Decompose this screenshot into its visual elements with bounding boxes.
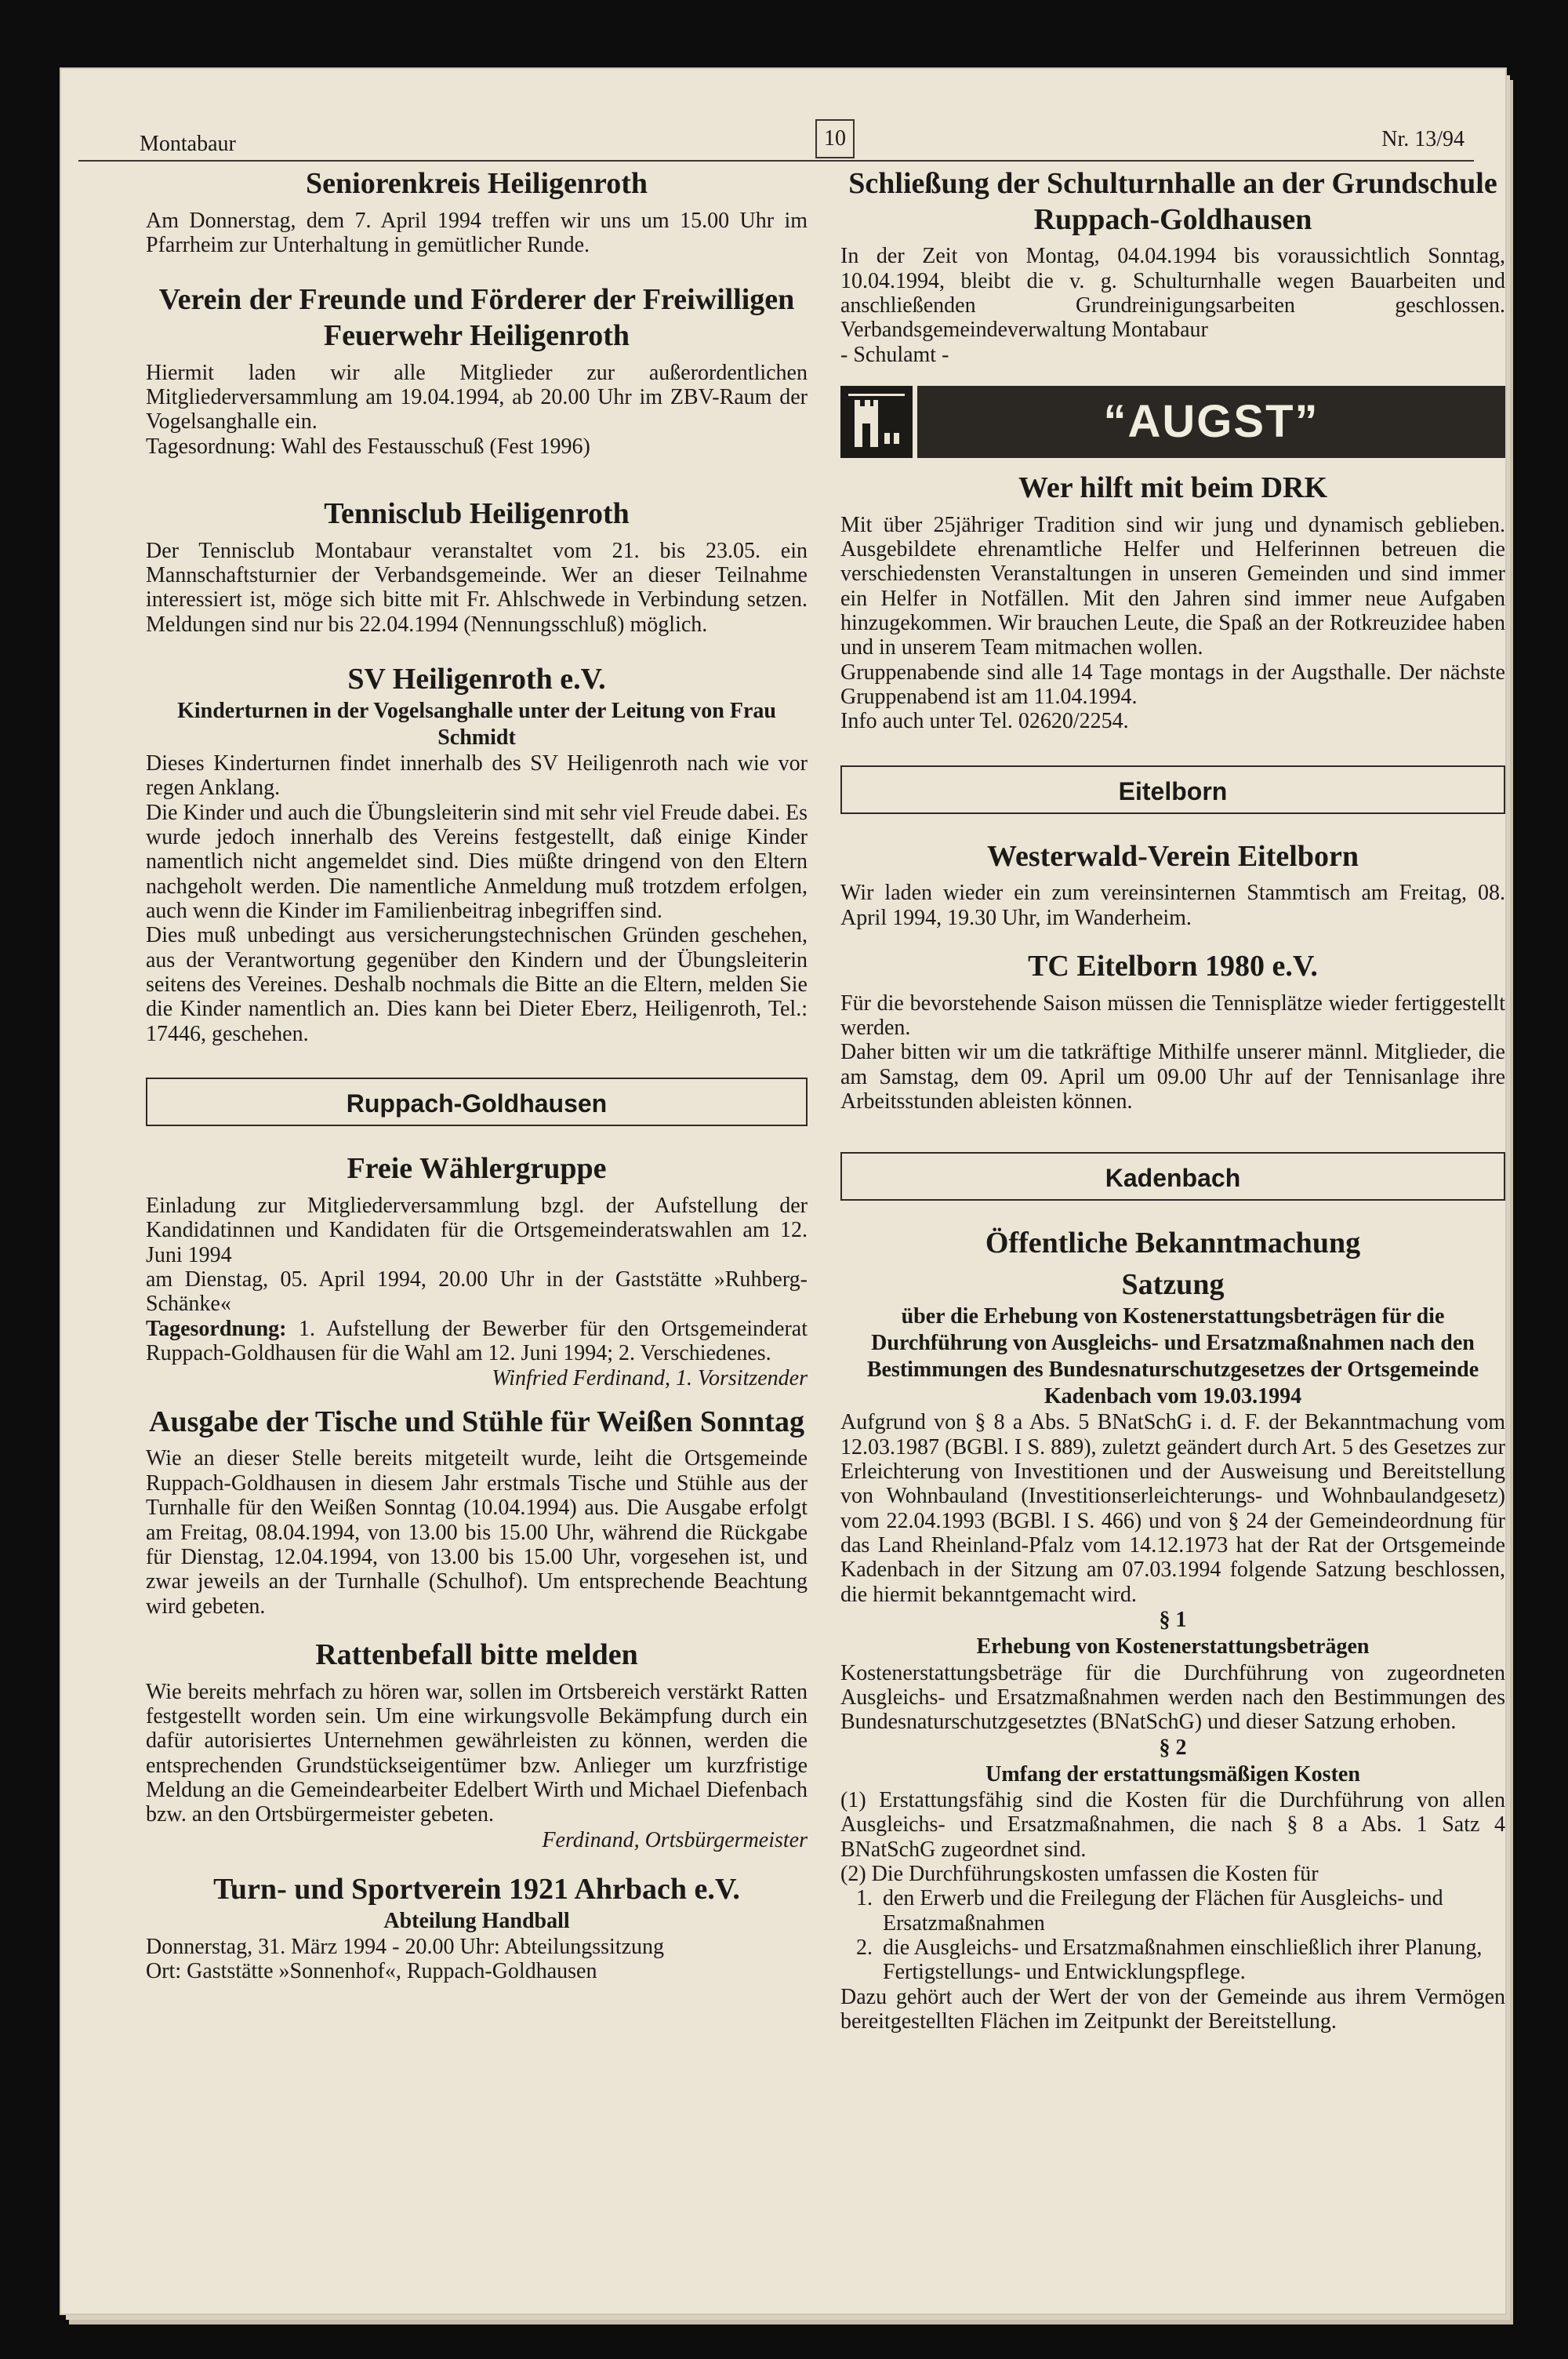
section-text: Für die bevorstehende Saison müssen die Tennisplätze wieder fertiggestellt werden. [840,990,1505,1041]
section-text: (1) Erstattungsfähig sind die Kosten für die Durchführung von allen Ausgleichs- und Ersatzmaßnahmen, die nach § 8 a Abs. 1 Satz 4 BNatSchG zugeordnet sind. [840,1787,1505,1862]
list-item: 1. den Erwerb und die Freilegung der Flächen für Ausgleichs- und Ersatzmaßnahmen [878,1886,1505,1936]
section-subtitle: Kinderturnen in der Vogelsanghalle unter der Leitung von Frau Schmidt [177,698,776,750]
paragraph-number: § 2 [1159,1735,1187,1760]
section-title: Seniorenkreis Heiligenroth [306,167,648,200]
section-title: Öffentliche Bekanntmachung [985,1226,1361,1259]
section-text: Wir laden wieder ein zum vereinsinternen Stammtisch am Freitag, 08. April 1994, 19.30 Uhr, im Wanderheim. [840,881,1505,930]
section-text: Der Tennisclub Montabaur veranstaltet vom 21. bis 23.05. ein Mannschaftsturnier der Verbandsgemeinde. Wer an dieser Teilnahme interessiert ist, möge sich bitte mit Fr. Ahlschwede in Verbindung setzen. Meldungen sind nur bis 22.04.1994 (Nennungsschluß) möglich. [146,538,808,637]
section-text: Kostenerstattungsbeträge für die Durchführung von zugeordneten Ausgleichs- und Ersatzmaßnahmen werden nach den Bestimmungen des Bundesnaturschutzgesetztes (BNatSchG) und dieser Satzung erhoben. [840,1660,1505,1735]
header-location: Montabaur [140,132,236,156]
region-header-eitelborn: Eitelborn [840,765,1505,814]
augst-title: “AUGST” [917,386,1505,458]
augst-banner [840,386,1505,458]
section-text: Dies muß unbedingt aus versicherungstechnischen Gründen geschehen, aus der Verantwortung gegenüber den Kindern und der Übungsleiterin seitens des Vereines. Deshalb nochmals die Bitte an die Eltern, melden Sie die Kinder namentlich an. Dies kann bei Dieter Eberz, Heiligenroth, Tel.: 17446, geschehen. [146,923,808,1046]
section-title: TC Eitelborn 1980 e.V. [1028,950,1318,983]
agenda-label: Tagesordnung: [146,1316,287,1341]
castle-logo-icon [840,386,913,458]
agenda-text: 1. Aufstellung der Bewerber für den Ortsgemeinderat Ruppach-Goldhausen für die Wahl am 12. Juni 1994; 2. Verschiedenes. [146,1316,808,1365]
section-text: Mit über 25jähriger Tradition sind wir jung und dynamisch geblieben. Ausgebildete ehrenamtliche Helfer und Helferinnen betreuen die verschiedensten Veranstaltungen in unseren Gemeinden und sind immer ein Helfer in Notfällen. Mit den Jahren sind immer neue Aufgaben hinzugekommen. Wir brauchen Leute, die Spaß an der Rotkreuzidee haben und in unserem Team mitmachen wollen. [840,512,1505,660]
section-text: Hiermit laden wir alle Mitglieder zur außerordentlichen Mitgliederversammlung am 19.04.1994, ab 20.00 Uhr im ZBV-Raum der Vogelsanghalle ein. [146,360,808,434]
section-title: Westerwald-Verein Eitelborn [987,839,1359,873]
section-title: Tennisclub Heiligenroth [324,496,630,530]
page-number: 10 [815,119,855,158]
section-text: Dieses Kinderturnen findet innerhalb des SV Heiligenroth nach wie vor regen Anklang. [146,751,808,801]
signature: Winfried Ferdinand, 1. Vorsitzender [492,1366,808,1391]
list-item: 2. die Ausgleichs- und Ersatzmaßnahmen einschließlich ihrer Planung, Fertigstellungs- und Entwicklungspflege. [878,1936,1505,1985]
section-text: am Dienstag, 05. April 1994, 20.00 Uhr in der Gaststätte »Ruhberg-Schänke« [146,1267,808,1317]
section-title: Ausgabe der Tische und Stühle für Weißen Sonntag [149,1405,804,1438]
issue-number: Nr. 13/94 [1381,127,1465,151]
section-title: Satzung [1121,1268,1225,1302]
section-title: Freie Wählergruppe [347,1152,607,1186]
section-title: Verein der Freunde und Förderer der Freiwilligen Feuerwehr Heiligenroth [158,283,795,352]
region-header-kadenbach: Kadenbach [840,1152,1505,1201]
section-text: Einladung zur Mitgliederversammlung bzgl. der Aufstellung der Kandidatinnen und Kandidaten für die Ortsgemeinderatswahlen am 12. Juni 1994 [146,1193,808,1267]
section-title: Wer hilft mit beim DRK [1018,471,1328,504]
section-text: Am Donnerstag, dem 7. April 1994 treffen wir uns um 15.00 Uhr im Pfarrheim zur Unterhaltung in gemütlicher Runde. [146,208,808,257]
section-text: Ort: Gaststätte »Sonnenhof«, Ruppach-Goldhausen [146,1959,597,1984]
section-text: (2) Die Durchführungskosten umfassen die Kosten für [840,1861,1319,1886]
section-text: Gruppenabende sind alle 14 Tage montags in der Augsthalle. Der nächste Gruppenabend ist am 11.04.1994. [840,660,1505,710]
signature: Ferdinand, Ortsbürgermeister [542,1827,808,1852]
section-text: In der Zeit von Montag, 04.04.1994 bis voraussichtlich Sonntag, 10.04.1994, bleibt die v. g. Schulturnhalle wegen Bauarbeiten und anschließenden Grundreinigungsarbeiten geschlossen. Verbandsgemeindeverwaltung Montabaur [840,244,1505,343]
section-text: Dazu gehört auch der Wert der von der Gemeinde aus ihrem Vermögen bereitgestellten Flächen im Zeitpunkt der Bereitstellung. [840,1984,1505,2034]
cost-list [840,1886,1505,1984]
section-title: Turn- und Sportverein 1921 Ahrbach e.V. [213,1873,740,1906]
left-column [146,166,808,1984]
paragraph-title: Umfang der erstattungsmäßigen Kosten [985,1761,1360,1787]
page-header [78,119,1474,162]
section-subtitle: Abteilung Handball [383,1908,570,1933]
section-text: Wie bereits mehrfach zu hören war, sollen im Ortsbereich verstärkt Ratten festgestellt worden sein. Um eine wirkungsvolle Bekämpfung durch ein dafür autorisiertes Unternehmen gewährleisten zu können, werden die entsprechenden Grundstückseigentümer bzw. Anlieger um kurzfristige Meldung an die Gemeindearbeiter Edelbert Wirth und Michael Diefenbach bzw. an den Ortsbürgermeister gebeten. [146,1679,808,1827]
section-text: Info auch unter Tel. 02620/2254. [840,709,1129,734]
region-header-ruppach: Ruppach-Goldhausen [146,1078,808,1126]
section-text: - Schulamt - [840,342,949,367]
section-text: Wie an dieser Stelle bereits mitgeteilt wurde, leiht die Ortsgemeinde Ruppach-Goldhausen in diesem Jahr erstmals Tische und Stühle aus der Turnhalle für den Weißen Sonntag (10.04.1994) aus. Die Ausgabe erfolgt am Freitag, 08.04.1994, von 13.00 bis 15.00 Uhr, während die Rückgabe für Dienstag, 12.04.1994, von 13.00 bis 15.00 Uhr, vorgesehen ist, und zwar jeweils an der Turnhalle (Schulhof). Um entsprechende Beachtung wird gebeten. [146,1446,808,1619]
section-title: SV Heiligenroth e.V. [347,662,606,696]
section-title: Rattenbefall bitte melden [315,1638,638,1671]
section-subtitle: über die Erhebung von Kostenerstattungsbeträgen für die Durchführung von Ausgleichs- und Ersatzmaßnahmen nach den Bestimmungen des Bundesnaturschutzgesetzes der Ortsgemeinde Kadenbach vom 19.03.1994 [866,1303,1479,1409]
paragraph-title: Erhebung von Kostenerstattungsbeträgen [976,1634,1370,1659]
section-agenda [146,1317,808,1366]
paragraph-number: § 1 [1159,1608,1187,1633]
section-text: Daher bitten wir um die tatkräftige Mithilfe unserer männl. Mitglieder, die am Samstag, dem 09. April um 09.00 Uhr auf der Tennisanlage ihre Arbeitsstunden ableisten können. [840,1040,1505,1114]
section-text: Aufgrund von § 8 a Abs. 5 BNatSchG i. d. F. der Bekanntmachung vom 12.03.1987 (BGBl. I S. 889), zuletzt geändert durch Art. 5 des Gesetzes zur Erleichterung von Investitionen und der Ausweisung und Bereitstellung von Wohnbauland (Investitionserleichterungs- und Wohnbaulandgesetz) vom 22.04.1993 (BGBl. I S. 466) und von § 24 der Gemeindeordnung für das Land Rheinland-Pfalz vom 14.12.1973 hat der Rat der Ortsgemeinde Kadenbach in der Sitzung am 07.03.1994 folgende Satzung beschlossen, die hiermit bekanntgemacht wird. [840,1410,1505,1607]
section-agenda: Tagesordnung: Wahl des Festausschuß (Fest 1996) [146,434,590,459]
right-column [840,166,1505,2034]
section-title: Schließung der Schulturnhalle an der Grundschule Ruppach-Goldhausen [848,167,1497,236]
section-text: Die Kinder und auch die Übungsleiterin sind mit sehr viel Freude dabei. Es wurde jedoch innerhalb des Vereins festgestellt, daß einige Kinder namentlich nicht angemeldet sind. Dies müßte dringend von den Eltern nachgeholt werden. Die namentliche Anmeldung muß trotzdem erfolgen, auch wenn die Kinder im Familienbeitrag inbegriffen sind. [146,800,808,924]
section-text: Donnerstag, 31. März 1994 - 20.00 Uhr: Abteilungssitzung [146,1935,665,1960]
